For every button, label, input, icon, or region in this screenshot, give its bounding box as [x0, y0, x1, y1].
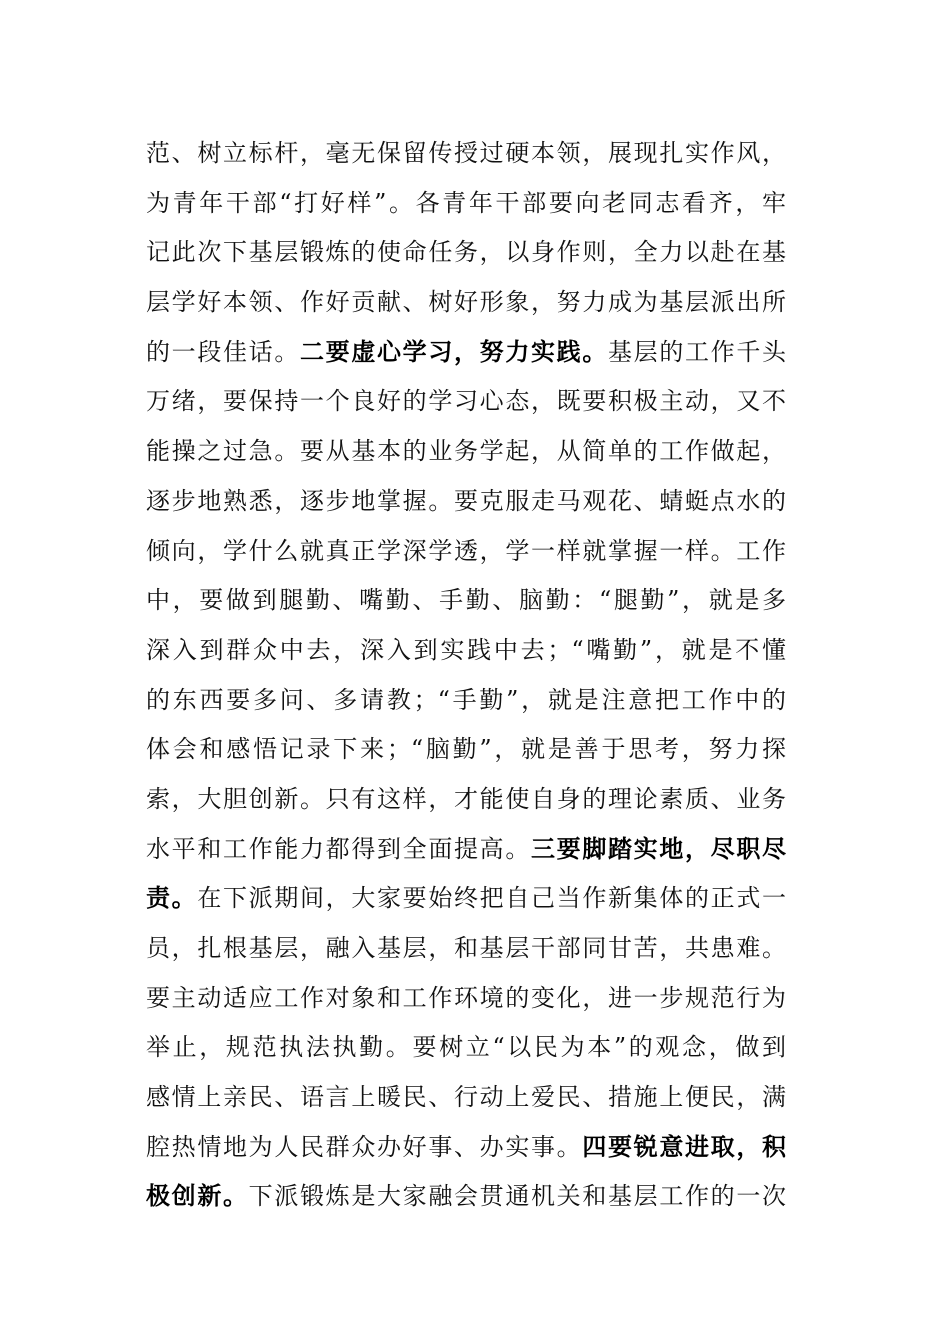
text-line [146, 527, 786, 577]
body-text: 索，大胆创新。只有这样，才能使自身的理论素质、业务 [146, 784, 786, 813]
body-text: 举止，规范执法执勤。要树立“以民为本”的观念，做到 [146, 1033, 786, 1062]
body-text: 的一段佳话。 [146, 337, 300, 366]
text-line [146, 924, 786, 974]
text-line [146, 427, 786, 477]
body-text: 万绪，要保持一个良好的学习心态，既要积极主动，又不 [146, 387, 786, 416]
text-line [146, 874, 786, 924]
body-text: 员，扎根基层，融入基层，和基层干部同甘苦，共患难。 [146, 934, 786, 962]
text-line [146, 974, 786, 1024]
body-text: 要主动适应工作对象和工作环境的变化，进一步规范行为 [146, 983, 786, 1012]
text-line [146, 676, 786, 726]
body-text: 腔热情地为人民群众办好事、办实事。 [146, 1132, 583, 1161]
text-line [146, 1023, 786, 1073]
text-line [146, 1172, 786, 1222]
text-line [146, 179, 786, 229]
text-line [146, 377, 786, 427]
body-text: 中，要做到腿勤、嘴勤、手勤、脑勤：“腿勤”，就是多 [146, 586, 786, 615]
text-line [146, 278, 786, 328]
body-text: 范、树立标杆，毫无保留传授过硬本领，展现扎实作风， [146, 139, 786, 167]
body-text: 能操之过急。要从基本的业务学起，从简单的工作做起， [146, 437, 786, 466]
body-text: 的东西要多问、多请教；“手勤”，就是注意把工作中的 [146, 685, 786, 714]
bold-heading-text: 四要锐意进取，积 [582, 1132, 787, 1161]
text-line [146, 1123, 786, 1173]
body-text: 在下派期间，大家要始终把自己当作新集体的正式一 [197, 884, 787, 913]
text-line [146, 626, 786, 676]
bold-heading-text: 三要脚踏实地，尽职尽 [531, 834, 786, 863]
bold-heading-text: 极创新。 [146, 1182, 249, 1211]
body-text: 体会和感悟记录下来；“脑勤”，就是善于思考，努力探 [146, 735, 786, 764]
text-line [146, 129, 786, 179]
text-line [146, 477, 786, 527]
body-text: 基层的工作千头 [608, 337, 786, 366]
text-line [146, 1073, 786, 1123]
body-text: 倾向，学什么就真正学深学透，学一样就掌握一样。工作 [146, 536, 786, 565]
body-text: 为青年干部“打好样”。各青年干部要向老同志看齐，牢 [146, 188, 786, 217]
body-text: 记此次下基层锻炼的使命任务，以身作则，全力以赴在基 [146, 238, 786, 267]
text-line [146, 228, 786, 278]
bold-heading-text: 二要虚心学习，努力实践。 [300, 337, 608, 366]
text-line [146, 576, 786, 626]
body-text: 下派锻炼是大家融会贯通机关和基层工作的一次 [248, 1182, 787, 1211]
document-body-text [146, 129, 786, 1222]
bold-heading-text: 责。 [146, 884, 198, 913]
body-text: 逐步地熟悉，逐步地掌握。要克服走马观花、蜻蜓点水的 [146, 486, 786, 515]
body-text: 深入到群众中去，深入到实践中去；“嘴勤”，就是不懂 [146, 635, 786, 664]
text-line [146, 725, 786, 775]
text-line [146, 775, 786, 825]
text-line [146, 825, 786, 875]
text-line [146, 328, 786, 378]
body-text: 层学好本领、作好贡献、树好形象，努力成为基层派出所 [146, 288, 786, 317]
body-text: 感情上亲民、语言上暖民、行动上爱民、措施上便民，满 [146, 1083, 786, 1112]
body-text: 水平和工作能力都得到全面提高。 [146, 834, 531, 863]
